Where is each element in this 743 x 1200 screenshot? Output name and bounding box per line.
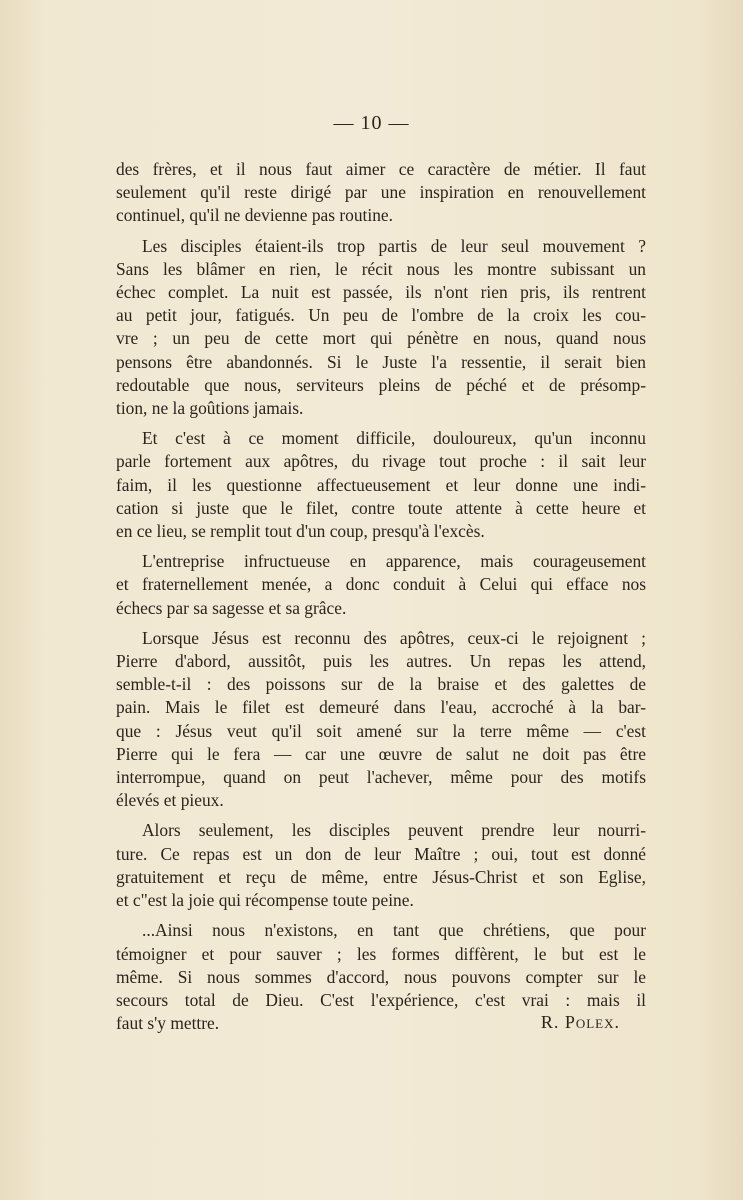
text-line: vre ; un peu de cette mort qui pénètre en nous, quand nous	[116, 328, 646, 349]
text-line: et c"est la joie qui récompense toute peine.	[116, 890, 414, 911]
text-line: faim, il les questionne affectueusement et leur donne une indi-	[116, 474, 646, 495]
text-line: cation si juste que le filet, contre toute attente à cette heure et	[116, 497, 646, 518]
text-line: que : Jésus veut qu'il soit amené sur la terre même — c'est	[116, 720, 646, 741]
text-line: échec complet. La nuit est passée, ils n'ont rien pris, ils rentrent	[116, 282, 646, 303]
text-line: interrompue, quand on peut l'achever, même pour des motifs	[116, 767, 646, 788]
text-line: Pierre d'abord, aussitôt, puis les autres. Un repas les attend,	[116, 651, 646, 672]
text-line: ...Ainsi nous n'existons, en tant que chrétiens, que pour	[142, 920, 646, 941]
paragraph-4	[116, 550, 646, 620]
text-line: faut s'y mettre.	[116, 1013, 220, 1034]
text-line: même. Si nous sommes d'accord, nous pouvons compter sur le	[116, 966, 646, 987]
text-line: gratuitement et reçu de même, entre Jésus-Christ et son Eglise,	[116, 866, 646, 887]
text-line: échecs par sa sagesse et sa grâce.	[116, 597, 347, 618]
paragraph-2	[116, 235, 646, 421]
text-line: Et c'est à ce moment difficile, douloureux, qu'un inconnu	[142, 428, 646, 449]
paragraph-1	[116, 158, 646, 228]
text-line: redoutable que nous, serviteurs pleins de péché et de présomp-	[116, 374, 646, 395]
text-line: Sans les blâmer en rien, le récit nous les montre subissant un	[116, 258, 646, 279]
text-line: pain. Mais le filet est demeuré dans l'eau, accroché à la bar-	[116, 697, 646, 718]
text-line: seulement qu'il reste dirigé par une inspiration en renouvellement	[116, 182, 646, 203]
article-body	[116, 158, 646, 1042]
paragraph-3	[116, 427, 646, 543]
text-line: en ce lieu, se remplit tout d'un coup, presqu'à l'excès.	[116, 521, 485, 542]
text-line: parle fortement aux apôtres, du rivage tout proche : il sait leur	[116, 451, 646, 472]
paragraph-6	[116, 819, 646, 912]
text-line: L'entreprise infructueuse en apparence, mais courageusement	[142, 551, 646, 572]
text-line: Lorsque Jésus est reconnu des apôtres, ceux-ci le rejoignent ;	[142, 627, 646, 648]
page-number: — 10 —	[333, 112, 410, 134]
text-line: pensons être abandonnés. Si le Juste l'a ressentie, il serait bien	[116, 351, 646, 372]
text-line: Pierre qui le fera — car une œuvre de salut ne doit pas être	[116, 743, 646, 764]
text-line: des frères, et il nous faut aimer ce caractère de métier. Il faut	[116, 159, 646, 179]
text-line: continuel, qu'il ne devienne pas routine.	[116, 205, 393, 226]
text-line: et fraternellement menée, a donc conduit à Celui qui efface nos	[116, 574, 646, 595]
text-line: témoigner et pour sauver ; les formes diffèrent, le but est le	[116, 943, 646, 964]
text-line: Les disciples étaient-ils trop partis de leur seul mouvement ?	[142, 235, 646, 256]
text-line: secours total de Dieu. C'est l'expérience, c'est vrai : mais il	[116, 989, 646, 1010]
text-line: ture. Ce repas est un don de leur Maître ; oui, tout est donné	[116, 843, 646, 864]
text-line: semble-t-il : des poissons sur de la braise et des galettes de	[116, 674, 646, 695]
author-signature: R. Polex.	[540, 1012, 620, 1032]
text-line: tion, ne la goûtions jamais.	[116, 398, 304, 419]
text-line: au petit jour, fatigués. Un peu de l'ombre de la croix les cou-	[116, 305, 646, 326]
text-line: Alors seulement, les disciples peuvent prendre leur nourri-	[142, 820, 646, 841]
text-line: élevés et pieux.	[116, 790, 224, 811]
paragraph-5	[116, 627, 646, 813]
